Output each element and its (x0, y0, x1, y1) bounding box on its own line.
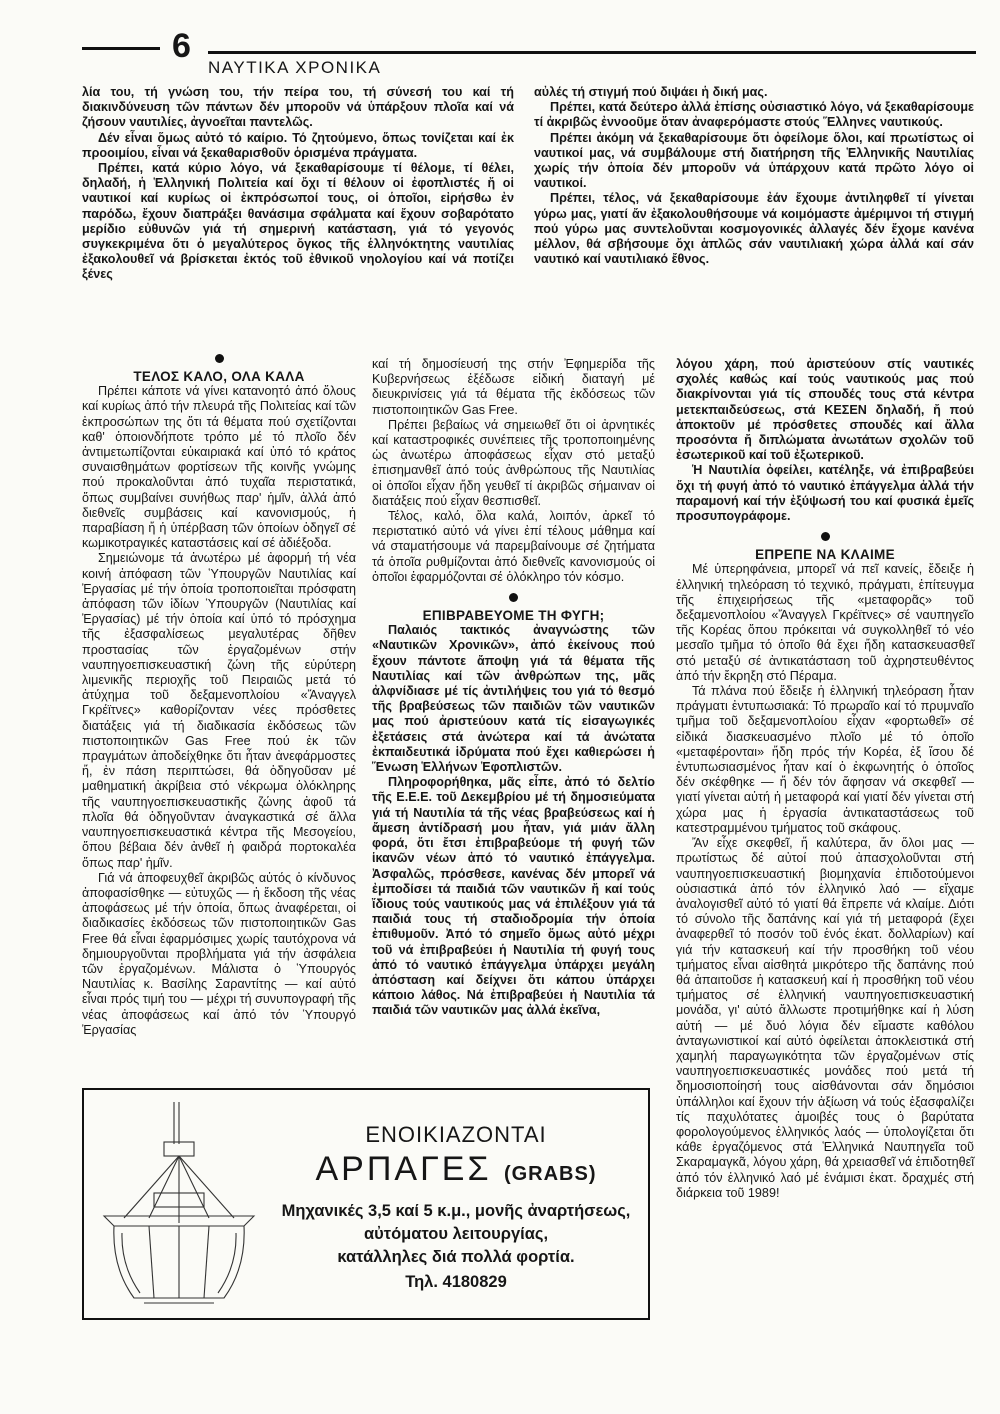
ad-headline-text: ΑΡΠΑΓΕΣ (315, 1150, 492, 1188)
column-1 (82, 352, 356, 1038)
ad-headline (262, 1150, 650, 1189)
paragraph: Ἡ Ναυτιλία ὀφείλει, κατέληξε, νά ἐπιβραβεύει ὄχι τή φυγή ἀπό τό ναυτικό ἐπάγγελμα ἀλλά τήν παραμονή καί τήν ἐξύψωσή του καί φυσικά ἐμεῖς προσυπογράφομε. (676, 463, 974, 524)
section-heading: ΕΠΙΒΡΑΒΕΥΟΜΕ ΤΗ ΦΥΓΗ; (422, 608, 605, 624)
paragraph: Γιά νά ἀποφευχθεῖ ἀκριβῶς αὐτός ὁ κίνδυνος ἀποφασίσθηκε — εὐτυχῶς — ἡ ἔκδοση τῆς νέας ἀποφάσεως μέ τήν ὁποία, ὅπως ἀναφέρεται, οἱ διαδικασίες ἐκδόσεως τῶν πιστοποιητικῶν Gas Free θά εἶναι ἐφαρμόσιμες χωρίς ταυτόχρονα νά δημιουργοῦνται προβλήματα γιά τήν ἀσφάλεια τῶν ἐργαζομένων. Μάλιστα ὁ Ὑπουργός Ναυτιλίας κ. Βασίλης Σαραντίτης — καί αὐτό εἶναι πρός τιμή του — μέχρι τή συνυπογραφή τῆς νέας ἀποφάσεως καί ἀπό τόν Ὑπουργό Ἐργασίας (82, 870, 356, 1037)
header-rule-right (208, 51, 976, 54)
bullet-icon (215, 354, 224, 363)
column-3 (676, 357, 974, 1201)
ad-headline-suffix: (GRABS) (503, 1163, 597, 1185)
top-left-column (82, 85, 514, 283)
header-rule-left (82, 47, 160, 50)
paragraph: Πρέπει βεβαίως νά σημειωθεῖ ὅτι οἱ ἀρνητικές καί καταστροφικές συνέπειες τῆς τροποποιημένης ὡς ἀνωτέρω ἀποφάσεως εἶχαν στό μεταξύ ἐπισημανθεῖ ἀπό τούς ἀνθρώπους τῆς Ναυτιλίας οἱ ὁποῖοι εἶχαν ἤδη γευθεῖ τί ἀκριβῶς σήμαιναν οἱ διατάξεις πού εἶχαν θεσπισθεῖ. (372, 417, 655, 508)
ad-phone: Τηλ. 4180829 (405, 1273, 507, 1291)
page-number: 6 (172, 27, 191, 65)
ad-description (262, 1200, 650, 1269)
bullet-icon (509, 593, 518, 602)
paragraph: Σημειώνομε τά ἀνωτέρω μέ ἀφορμή τή νέα κοινή ἀπόφαση τῶν Ὑπουργῶν Ναυτιλίας καί Ἐργασίας μέ τήν ὁποία τροποποιεῖται πρόσφατη ἀπόφαση τῶν ἰδίων Ὑπουργῶν (Ναυτιλίας καί Ἐργασίας) μέ τήν ὁποία καί ὑπό τό πρόσχημα τῆς ἐξασφαλίσεως μεγαλυτέρας δῆθεν προστασίας τῶν ἐργαζομένων στήν ναυπηγοεπισκευαστική ζώνη τῆς εὐρύτερη λιμενικῆς περιοχῆς τοῦ Πειραιῶς μετά τό ἀτύχημα τοῦ δεξαμενοπλοίου «Ἄναγγελ Γκρέϊτνες» καθορίζονταν νέες πρόσθετες διατάξεις γιά τή διαδικασία ἐκδόσεως τῶν πιστοποιητικῶν Gas Free πού ἐκ τῶν πραγμάτων ἀποδείχθηκε ὅτι ἦταν ἀνεφάρμοστες ἤ, ἐν πάση περιπτώσει, θά ὁδηγοῦσαν μέ μαθηματική ἀκρίβεια στό νέκρωμα ὁλόκληρης τῆς ναυπηγοεπισκευαστικῆς ζώνης ἀφοῦ τά πλοῖα θά ὁδηγοῦνταν ἀναγκαστικά σέ ἄλλα ναυπηγοεπισκευαστικά κέντρα τῆς Μεσογείου, ὅπου βέβαια δέν ἀνθεῖ ἡ φαιδρά πορτοκαλέα ὅπως παρ' ἡμῖν. (82, 551, 356, 870)
grab-bucket-illustration (94, 1098, 264, 1312)
section-heading: ΕΠΡΕΠΕ ΝΑ ΚΛΑΙΜΕ (755, 547, 895, 563)
paragraph: Ἄν εἶχε σκεφθεῖ, ἤ καλύτερα, ἄν ὅλοι μας — πρωτίστως δέ αὐτοί πού ἀπασχολοῦνται στή ναυπηγοεπισκευαστική βιομηχανία ἐπιδοτούμενοι οὐσιαστικά ἀπό τόν ἑλληνικό λαό — εἴχαμε ἀναλογισθεῖ αὐτό τό γιατί θά ἔπρεπε νά κλαίμε. Διότι τό σύνολο τῆς δαπάνης καί γιά τή μεταφορά (ἔχει ἀναφερθεῖ τό ποσόν τοῦ ἑνός ἑκατ. δολλαρίων) καί γιά τήν κατασκευή καί τήν προσθήκη τοῦ νέου τμήματος εἶναι αἰσθητά μικρότερο τῆς δαπάνης πού θά ἀπαιτοῦσε ἡ κατασκευή καί ἡ προσθήκη τοῦ νέου τμήματος σέ ἑλληνική ναυπηγοεπισκευαστική μονάδα, γι' αὐτό ἄλλωστε προτιμήθηκε καί ἡ λύση αὐτή — μέ δυό λόγια δέν εἴμαστε καθόλου ἀνταγωνιστικοί καί αὐτό ὀφείλεται ἀποκλειστικά στή χαμηλή παραγωγικότητα τῶν ἐργαζομένων στίς ναυπηγοεπισκευαστικές μονάδες πού μετά τή δημοσιοποίησή τους αἰσθάνονται σάν δημόσιοι ὑπάλληλοι καί ἔχουν τήν ἀξίωση νά τούς ἐξασφαλίζει τίς παχυλότατες ἀμοιβές τους ὁ βαρύτατα φορολογούμενος ἑλληνικός λαός — ὑπολογίζεται ὅτι κάθε ἐργαζόμενος στά Ἑλληνικά Ναυπηγεῖα τοῦ Σκαραμαγκᾶ, λόγου χάρη, θά χρειασθεῖ νά ἐπιδοτηθεῖ ἀπό τόν ἑλληνικό λαό μέ ἑνάμισι ἑκατ. δραχμές στή διάρκεια τοῦ 1989! (676, 836, 974, 1200)
paragraph: Τά πλάνα πού ἔδειξε ἡ ἑλληνική τηλεόραση ἦταν πράγματι ἐντυπωσιακά: Τό πρωραῖο καί τό πρυμναῖο τμῆμα τοῦ δεξαμενοπλοίου εἶχαν «φορτωθεῖ» σέ εἰδικά διασκευασμένο πλοῖο μέ τό ὁποῖο «μεταφέρονται» ἤδη πρός τήν Κορέα, ἐξ ἴσου δέ ἐντυπωσιασμένος ἦταν καί ὁ ἐκφωνητής ὁ ὁποῖος δέν σκέφθηκε — ἤ δέν τόν ἄφησαν νά σκεφθεῖ — γιατί γίνεται αὐτή ἡ μεταφορά καί γιατί δέν γίνεται στή χώρα μας ἡ ἐργασία ἀντικαταστάσεως τοῦ κατεστραμμένου τμήματος τοῦ σκάφους. (676, 684, 974, 835)
advertisement-box (82, 1088, 650, 1320)
paragraph: λόγου χάρη, πού ἀριστεύουν στίς ναυτικές σχολές καθώς καί τούς ναυτικούς μας πού διακρίνονται γιά τίς σπουδές τους στά κέντρα μετεκπαιδεύσεως, στά ΚΕΣΕΝ δηλαδή, ἤ πού ἀποκτοῦν μέ πρόσθετες σπουδές καί ἄλλα προσόντα ἤ διπλώματα ἀνωτάτων σχολῶν τοῦ ἐσωτερικοῦ καί τοῦ ἐξωτερικοῦ. (676, 357, 974, 463)
paragraph: λία του, τή γνώση του, τήν πείρα του, τή σύνεσή του καί τή διακινδύνευση τῶν πάντων δέν μποροῦν νά ὑπάρξουν πλοῖα καί νά ζήσουν ναυτιλίες, ἀγνοεῖται παντελῶς. (82, 85, 514, 130)
paragraph: αὐλές τή στιγμή πού διψάει ἡ δική μας. (534, 85, 768, 99)
paragraph: Πρέπει κάποτε νά γίνει κατανοητό ἀπό ὅλους καί κυρίως ἀπό τήν πλευρά τῆς Πολιτείας καί τῶν ἐκπροσώπων της ὅτι τά θέματα πού σχετίζονται καθ' ὁποιονδήποτε τρόπο μέ τό πλοῖο δέν ἀντιμετωπίζονται εὐκαιριακά καί ὑπό τό κράτος συναισθημάτων φορτίσεων τῆς κοινῆς γνώμης πού προκαλοῦνται ἀπό τυχαῖα περιστατικά, ὅπως συμβαίνει συνήθως παρ' ἡμῖν, ἀλλά ἀπό διεθνεῖς συμβάσεις καί κανονισμούς, ἡ παραβίαση ἤ ἡ ὑπέρβαση τῶν ὁποίων ὁδηγεῖ σέ κωμικοτραγικές καταστάσεις καί σέ ἀδιέξοδα. (82, 384, 356, 551)
paragraph: Πληροφορήθηκα, μᾶς εἶπε, ἀπό τό δελτίο τῆς Ε.Ε.Ε. τοῦ Δεκεμβρίου μέ τή δημοσιεύματα γιά τή Ναυτιλία τά τῆς νέας βραβεύσεως καί ἡ ἄμεση ἀντίδρασή μου ἦταν, γιά μιάν ἄλλη φορά, ὅτι ἔτσι ἐπιβραβεύομε τή φυγή τῶν ἱκανῶν νέων ἀπό τό ναυτικό ἐπάγγελμα. Ἀσφαλῶς, πρόσθεσε, κανένας δέν μπορεῖ νά ἐμποδίσει τά παιδιά τῶν ναυτικῶν ἤ καί τούς ἴδιους τούς ναυτικούς μας νά ἐπιλέξουν γιά τά παιδιά τους τή σταδιοδρομία τήν ὁποία ἐπιθυμοῦν. Ἀπό τό σημεῖο ὅμως αὐτό μέχρι τοῦ νά ἐπιβραβεύει ἡ Ναυτιλία τή φυγή τους ἀπό τό ναυτικό ἐπάγγελμα ὑπάρχει μεγάλη ἀπόσταση καί δείχνει ὅτι κάπου ὑπάρχει κάποιο λάθος. Νά ἐπιβραβεύει ἡ Ναυτιλία τά παιδιά τῶν ναυτικῶν μας ἀλλά ἐκεῖνα, (372, 775, 655, 1018)
bullet-icon (821, 532, 830, 541)
column-2 (372, 357, 655, 1019)
paragraph: Πρέπει ἀκόμη νά ξεκαθαρίσουμε ὅτι ὀφείλομε ὅλοι, καί πρωτίστως οἱ ναυτικοί μας, νά συμβάλουμε στή διατήρηση τῆς Ἑλληνικῆς Ναυτιλίας χωρίς τήν ὁποία δέν μποροῦν νά ὑπάρχουν κατά πρῶτο λόγο οἱ ναυτικοί. (534, 130, 974, 191)
ad-title: ΕΝΟΙΚΙΑΖΟΝΤΑΙ (365, 1122, 547, 1147)
paragraph: Παλαιός τακτικός ἀναγνώστης τῶν «Ναυτικῶν Χρονικῶν», ἀπό ἐκείνους πού ἔχουν πάντοτε ἄποψη γιά τά θέματα τῆς Ναυτιλίας καί τῶν ἀνθρώπων της, μᾶς ἀλφνίδιασε μέ τίς ἀντιλήψεις του γιά τό θεσμό τῆς βραβεύσεως τῶν παιδιῶν τῶν ναυτικῶν μας πού ἀριστεύουν κατά τίς εἰσαγωγικές ἐξετάσεις στά ἀνώτερα καί τά ἀνώτατα ἐκπαιδευτικά ἱδρύματα πού ἔχει καθιερώσει ἡ Ἕνωση Ἑλλήνων Ἐφοπλιστῶν. (372, 623, 655, 775)
ad-description-line: κατάλληλες διά πολλά φορτία. (337, 1248, 575, 1266)
paragraph: Μέ ὑπερηφάνεια, μπορεῖ νά πεῖ κανείς, ἔδειξε ἡ ἑλληνική τηλεόραση τό τεχνικό, πράγματι, ἐπίτευγμα τῆς ἐπιχειρήσεως τῆς «μεταφορᾶς» τοῦ δεξαμενοπλοίου «Ἄναγγελ Γκρέϊτνες» σέ ναυπηγεῖο τῆς Κορέας ὅπου πρόκειται νά συγκολληθεῖ τό νέο μεσαῖο τμῆμα τό ὁποῖο θά ἔχει ἤδη κατασκευασθεῖ στό μεταξύ σέ ἀντικατάσταση τοῦ ἀχρηστευθέντος ἀπό τήν ἔκρηξη στό Πέραμα. (676, 562, 974, 683)
section-heading: ΤΕΛΟΣ ΚΑΛΟ, ΟΛΑ ΚΑΛΑ (133, 369, 305, 384)
paragraph: Τέλος, καλό, ὅλα καλά, λοιπόν, ἀρκεῖ τό περιστατικό αὐτό νά γίνει ἐπί τέλους μάθημα καί νά σταματήσουμε νά παρεμβαίνουμε σέ ζητήματα τά ὁποῖα ρυθμίζονται ἀπό διεθνεῖς κανονισμούς οἱ ὁποῖοι ἐφαρμόζονται σέ ὁλόκληρο τόν κόσμο. (372, 509, 655, 584)
paragraph: Πρέπει, τέλος, νά ξεκαθαρίσουμε ἐάν ἔχουμε ἀντιληφθεῖ τί γίνεται γύρω μας, γιατί ἄν ἐξακολουθήσουμε νά κοιμόμαστε ἀμέριμνοι τή στιγμή πού γύρω μας συντελοῦνται κοσμογονικές ἀλλαγές δέν ἔχομε κανένα μέλλον, θά σβήσουμε ὄχι ἁπλῶς σάν ναυτιλιακή χώρα ἀλλά καί σάν ναυτικό καί ναυτιλιακό ἔθνος. (534, 191, 974, 267)
paragraph: Πρέπει, κατά δεύτερο ἀλλά ἐπίσης οὐσιαστικό λόγο, νά ξεκαθαρίσουμε τί ἀκριβῶς ἐννοοῦμε ὅταν ἀναφερόμαστε στούς Ἕλληνες ναυτικούς. (534, 100, 974, 130)
publication-name: ΝΑΥΤΙΚΑ ΧΡΟΝΙΚΑ (208, 58, 382, 77)
top-right-column (534, 85, 974, 267)
paragraph: Πρέπει, κατά κύριο λόγο, νά ξεκαθαρίσουμε τί θέλομε, τί θέλει, δηλαδή, ἡ Ἑλληνική Πολιτεία καί ὄχι τί θέλουν οἱ ἐφοπλιστές ἤ οἱ ναυτικοί καί κυρίως οἱ ἐκπρόσωποί τους, οἱ ὁποῖοι, εἰρήσθω ἐν παρόδω, ἔχουν διαπράξει θανάσιμα σφάλματα καί ἔχουν σοβαρότατο μερίδιο εὐθυνῶν γιά τή σημερινή κατάσταση, γιά τό γεγονός συγκεκριμένα ὅτι ὁ μεγαλύτερος ὄγκος τῆς ἑλληνόκτητης ναυτιλίας ἐξακολουθεῖ νά βρίσκεται ἐκτός τοῦ ἐθνικοῦ νηολογίου καί νά ποτίζει ξένες (82, 161, 514, 282)
ad-description-line: αὐτόματου λειτουργίας, (363, 1225, 549, 1243)
ad-description-line: Μηχανικές 3,5 καί 5 κ.μ., μονῆς ἀναρτήσεως, (281, 1202, 631, 1220)
paragraph: Δέν εἶναι ὅμως αὐτό τό καίριο. Τό ζητούμενο, ὅπως τονίζεται καί ἐκ προοιμίου, εἶναι νά ξεκαθαρισθοῦν ὁρισμένα πράγματα. (82, 130, 514, 160)
paragraph: καί τή δημοσίευσή της στήν Ἐφημερίδα τῆς Κυβερνήσεως ἐξέδωσε εἰδική διαταγή μέ διευκρινίσεις γιά τά θέματα τῆς ἐκδόσεως τῶν πιστοποιητικῶν Gas Free. (372, 357, 655, 417)
